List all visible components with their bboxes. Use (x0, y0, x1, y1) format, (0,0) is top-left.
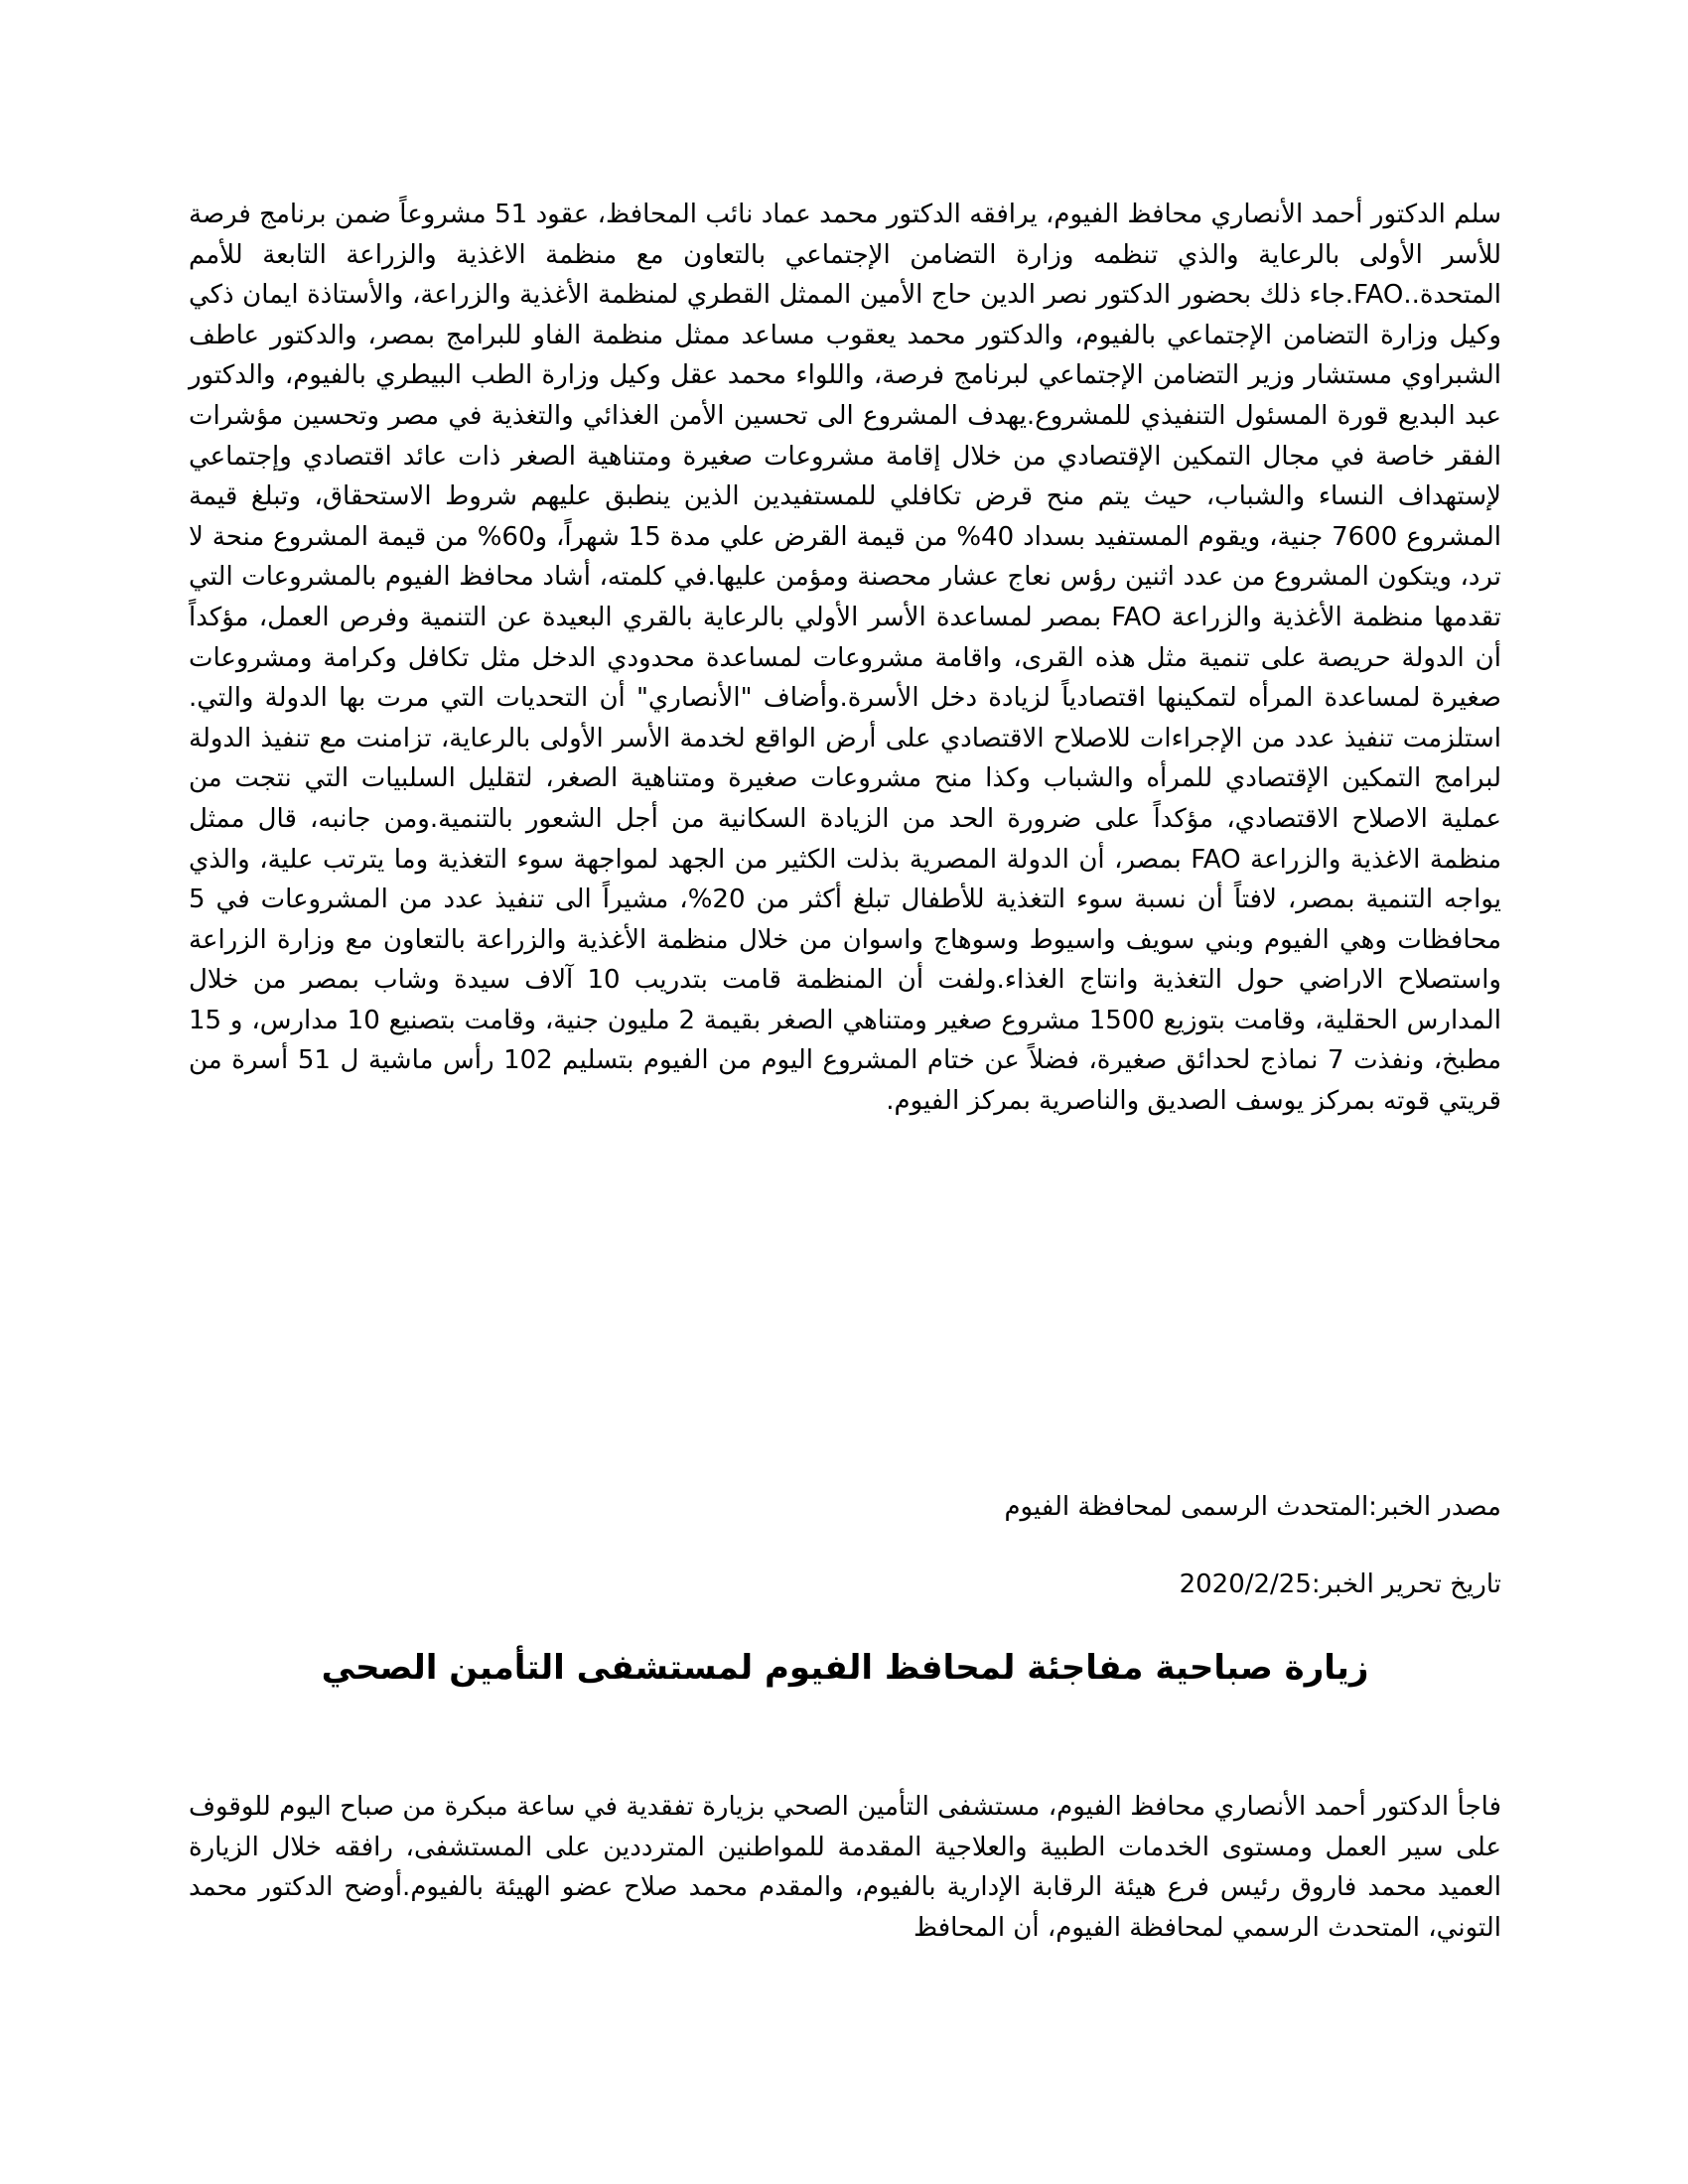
article-2-body: فاجأ الدكتور أحمد الأنصاري محافظ الفيوم، مستشفى التأمين الصحي بزيارة تفقدية في ساعة مبكرة من صباح اليوم للوقوف على سير العمل ومستوى الخدمات الطبية والعلاجية المقدمة للمواطنين المترددين على المستشفى، رافقه خلال الزيارة العميد محمد فاروق رئيس فرع هيئة الرقابة الإدارية بالفيوم، والمقدم محمد صلاح عضو الهيئة بالفيوم.أوضح الدكتور محمد التوني، المتحدث الرسمي لمحافظة الفيوم، أن المحافظ (189, 1792, 1501, 1943)
news-source-line: مصدر الخبر:المتحدث الرسمى لمحافظة الفيوم (1004, 1492, 1501, 1522)
article-1-body: سلم الدكتور أحمد الأنصاري محافظ الفيوم، يرافقه الدكتور محمد عماد نائب المحافظ، عقود 51 مشروعاً ضمن برنامج فرصة للأسر الأولى بالرعاية والذي تنظمه وزارة التضامن الإجتماعي بالتعاون مع منظمة الاغذية والزراعة التابعة للأمم المتحدة..FAO.جاء ذلك بحضور الدكتور نصر الدين حاج الأمين الممثل القطري لمنظمة الأغذية والزراعة، والأستاذة ايمان ذكي وكيل وزارة التضامن الإجتماعي بالفيوم، والدكتور محمد يعقوب مساعد ممثل منظمة الفاو للبرامج بمصر، والدكتور عاطف الشبراوي مستشار وزير التضامن الإجتماعي لبرنامج فرصة، واللواء محمد عقل وكيل وزارة الطب البيطري بالفيوم، والدكتور عبد البديع قورة المسئول التنفيذي للمشروع.يهدف المشروع الى تحسين الأمن الغذائي والتغذية في مصر وتحسين مؤشرات الفقر خاصة في مجال التمكين الإقتصادي من خلال إقامة مشروعات صغيرة ومتناهية الصغر ذات عائد اقتصادي وإجتماعي لإستهداف النساء والشباب، حيث يتم منح قرض تكافلي للمستفيدين الذين ينطبق عليهم شروط الاستحقاق، وتبلغ قيمة المشروع 7600 جنية، ويقوم المستفيد بسداد 40% من قيمة القرض علي مدة 15 شهراً، و60% من قيمة المشروع منحة لا ترد، ويتكون المشروع من عدد اثنين رؤس نعاج عشار محصنة ومؤمن عليها.في كلمته، أشاد محافظ الفيوم بالمشروعات التي تقدمها منظمة الأغذية والزراعة FAO بمصر لمساعدة الأسر الأولي بالرعاية بالقري البعيدة عن التنمية وفرص العمل، مؤكداً أن الدولة حريصة على تنمية مثل هذه القرى، واقامة مشروعات لمساعدة محدودي الدخل مثل تكافل وكرامة ومشروعات صغيرة لمساعدة المرأه لتمكينها اقتصادياً لزيادة دخل الأسرة.وأضاف "الأنصاري" أن التحديات التي مرت بها الدولة والتي. استلزمت تنفيذ عدد من الإجراءات للاصلاح الاقتصادي على أرض الواقع لخدمة الأسر الأولى بالرعاية، تزامنت مع تنفيذ الدولة لبرامج التمكين الإقتصادي للمرأه والشباب وكذا منح مشروعات صغيرة ومتناهية الصغر، لتقليل السلبيات التي نتجت من عملية الاصلاح الاقتصادي، مؤكداً على ضرورة الحد من الزيادة السكانية من أجل الشعور بالتنمية.ومن جانبه، قال ممثل منظمة الاغذية والزراعة FAO بمصر، أن الدولة المصرية بذلت الكثير من الجهد لمواجهة سوء التغذية وما يترتب علية، والذي يواجه التنمية بمصر، لافتاً أن نسبة سوء التغذية للأطفال تبلغ أكثر من 20%، مشيراً الى تنفيذ عدد من المشروعات في 5 محافظات وهي الفيوم وبني سويف واسيوط وسوهاج واسوان من خلال منظمة الأغذية والزراعة بالتعاون مع وزارة الزراعة واستصلاح الاراضي حول التغذية وانتاج الغذاء.ولفت أن المنظمة قامت بتدريب 10 آلاف سيدة وشاب بمصر من خلال المدارس الحقلية، وقامت بتوزيع 1500 مشروع صغير ومتناهي الصغر بقيمة 2 مليون جنية، وقامت بتصنيع 10 مدارس، و 15 مطبخ، ونفذت 7 نماذج لحدائق صغيرة، فضلاً عن ختام المشروع اليوم من الفيوم بتسليم 102 رأس ماشية ل 51 أسرة من قريتي قوته بمركز يوسف الصديق والناصرية بمركز الفيوم. (189, 200, 1502, 1117)
news-date-line: تاريخ تحرير الخبر:2020/2/25 (1179, 1570, 1501, 1599)
article-2-headline: زيارة صباحية مفاجئة لمحافظ الفيوم لمستشفى التأمين الصحي (321, 1648, 1369, 1688)
